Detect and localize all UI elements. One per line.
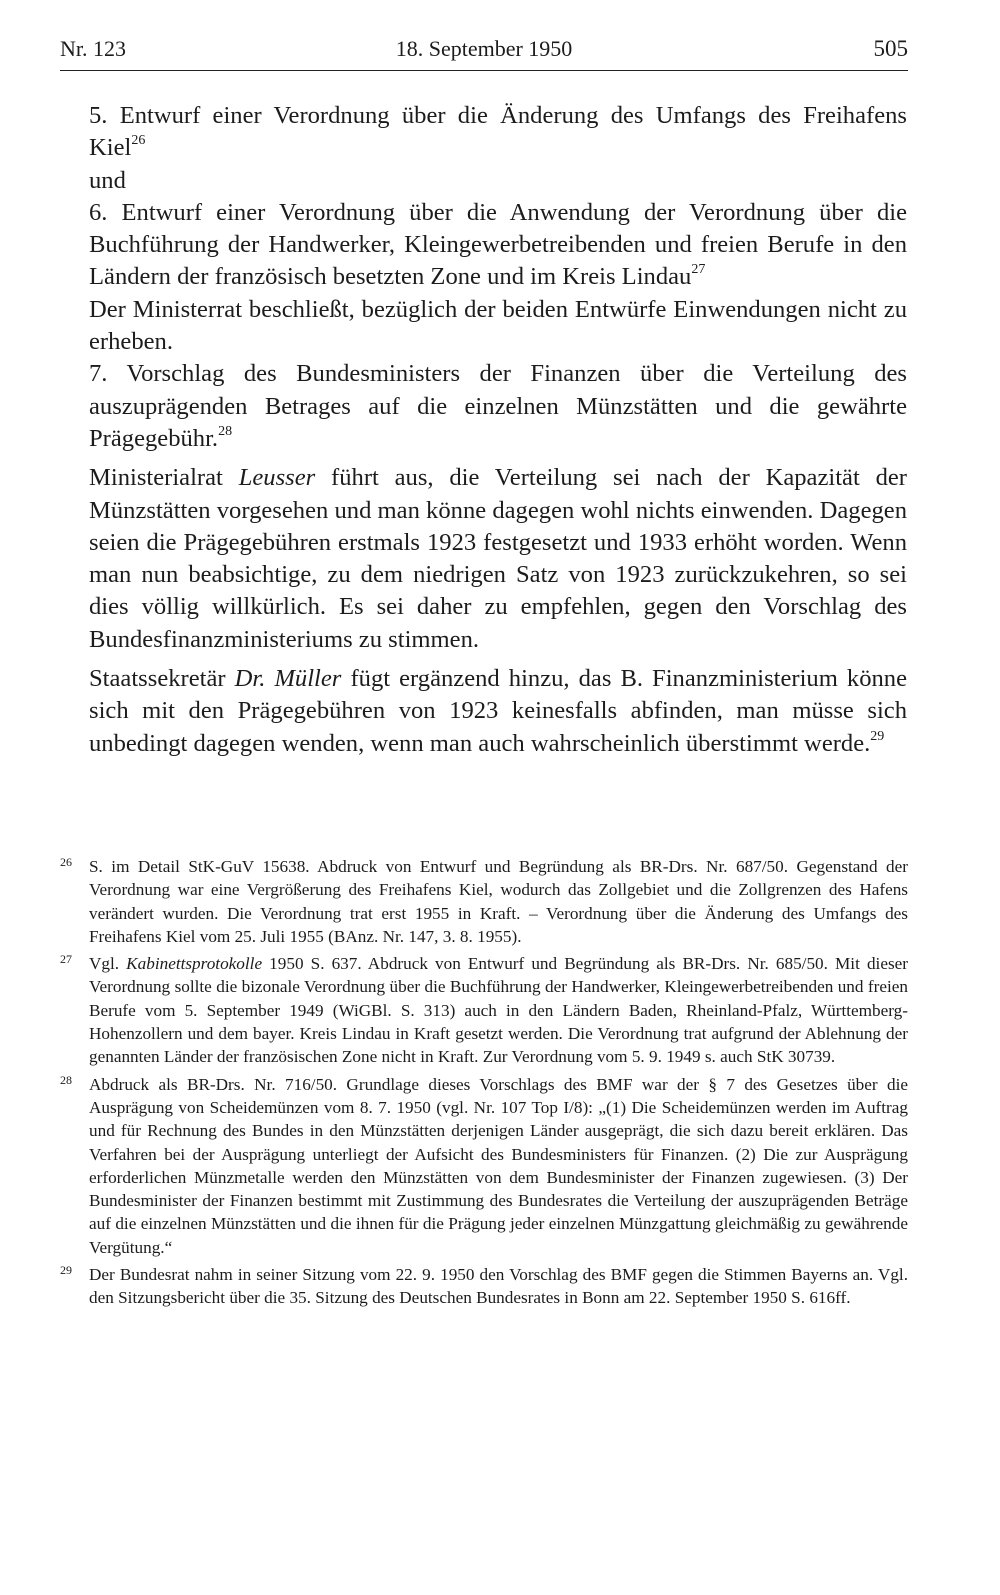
header-rule xyxy=(60,70,908,71)
footnote-26: 26 S. im Detail StK-GuV 15638. Abdruck von Entwurf und Begründung als BR-Drs. Nr. 687/50. Gegenstand der Verordnung war eine Vergrößerung des Freihafens Kiel, wodurch das Zollgebiet und die Zollgrenzen des Hafens verändert wurden. Die Verordnung trat erst 1955 in Kraft. – Verordnung über die Änderung des Umfangs des Freihafens Kiel vom 25. Juli 1955 (BAnz. Nr. 147, 3. 8. 1955). xyxy=(60,855,908,948)
footnote-number: 28 xyxy=(60,1072,72,1087)
agenda-item-6: 6. Entwurf einer Verordnung über die Anwendung der Verordnung über die Buchführung der Handwerker, Kleingewerbetreibenden und freien Berufe in den Ländern der französisch besetzten Zone und im Kreis Lindau$^{27}$ xyxy=(89,198,907,291)
footnotes xyxy=(60,855,908,1314)
speaker-name: Leusser xyxy=(238,464,316,492)
running-head xyxy=(60,34,908,68)
footnote-number: 27 xyxy=(60,952,72,967)
cited-work: Kabinettsprotokolle xyxy=(126,954,263,974)
council-decision: Der Ministerrat beschließt, bezüglich der beiden Entwürfe Einwendungen nicht zu erheben. xyxy=(89,295,907,356)
issue-number: Nr. 123 xyxy=(60,36,126,61)
page-number: 505 xyxy=(873,36,908,61)
footnote-number: 26 xyxy=(60,855,72,869)
footnote-ref-29[interactable]: 29 xyxy=(870,728,885,744)
footnote-ref-28[interactable]: 28 xyxy=(218,423,233,439)
issue-date: 18. September 1950 xyxy=(395,36,573,61)
agenda-item-5: 5. Entwurf einer Verordnung über die Änderung des Umfangs des Freihafens Kiel$^{26}$ xyxy=(89,102,907,162)
conjunction: und xyxy=(89,166,126,194)
footnote-ref-26[interactable]: 26 xyxy=(131,133,146,149)
footnote-number: 29 xyxy=(60,1263,72,1278)
speaker-name: Dr. Müller xyxy=(234,665,342,693)
paragraph-mueller: Staatssekretär Dr. Müller fügt ergänzend hinzu, das B. Finanzministerium könne sich mit den Prägegebühren von 1923 keinesfalls abfinden, man müsse sich unbedingt dagegen wenden, wenn man auch wahrscheinlich überstimmt werde.$^{29}$ xyxy=(89,665,907,757)
footnote-27: 27 Vgl. Kabinettsprotokolle 1950 S. 637. Abdruck von Entwurf und Begründung als BR-Drs. Nr. 685/50. Mit dieser Verordnung sollte die bizonale Verordnung über die Buchführung der Handwerker, Kleingewerbetreibenden und freien Berufe vom 5. September 1949 (WiGBl. S. 313) auch in den Ländern Baden, Rheinland-Pfalz, Württemberg-Hohenzollern und dem bayer. Kreis Lindau in Kraft gesetzt werden. Die Verordnung trat aufgrund der Ablehnung der genannten Länder der französischen Zone nicht in Kraft. Zur Verordnung vom 5. 9. 1949 s. auch StK 30739. xyxy=(60,952,908,1068)
main-text xyxy=(89,100,907,760)
footnote-28: 28 Abdruck als BR-Drs. Nr. 716/50. Grundlage dieses Vorschlags des BMF war der § 7 des Gesetzes über die Ausprägung von Scheidemünzen vom 8. 7. 1950 (vgl. Nr. 107 Top I/8): „(1) Die Scheidemünzen werden im Auftrag und für Rechnung des Bundes in den Münzstätten derjenigen Länder ausgeprägt, die sich dazu bereit erklären. Das Verfahren bei der Ausprägung unterliegt der Aufsicht des Bundesministers für Finanzen. (2) Die zur Ausprägung erforderlichen Münzmetalle werden den Münzstätten von dem Bundesminister der Finanzen zugewiesen. (3) Der Bundesminister der Finanzen bestimmt mit Zustimmung des Bundesrates die Verteilung der auszuprägenden Beträge auf die einzelnen Münzstätten und die ihnen für die Prägung jeder einzelnen Münzgattung gleichmäßig zu gewährende Vergütung.“ xyxy=(60,1073,908,1259)
footnote-29: 29 Der Bundesrat nahm in seiner Sitzung vom 22. 9. 1950 den Vorschlag des BMF gegen die Stimmen Bayerns an. Vgl. den Sitzungsbericht über die 35. Sitzung des Deutschen Bundesrates in Bonn am 22. September 1950 S. 616ff. xyxy=(60,1263,908,1310)
footnote-ref-27[interactable]: 27 xyxy=(691,262,706,278)
paragraph-leusser: Ministerialrat Leusser führt aus, die Verteilung sei nach der Kapazität der Münzstätten vorgesehen und man könne dagegen wohl nichts einwenden. Dagegen seien die Prägegebühren erstmals 1923 festgesetzt und 1933 erhöht worden. Wenn man nun beabsichtige, zu dem niedrigen Satz von 1923 zurückzukehren, so sei dies völlig willkürlich. Es sei daher zu empfehlen, gegen den Vorschlag des Bundesfinanzministeriums zu stimmen. xyxy=(89,464,907,653)
agenda-item-7: 7. Vorschlag des Bundesministers der Finanzen über die Verteilung des auszuprägenden Betrages auf die einzelnen Münzstätten und die gewährte Prägegebühr.$^{28}$ xyxy=(89,360,907,452)
